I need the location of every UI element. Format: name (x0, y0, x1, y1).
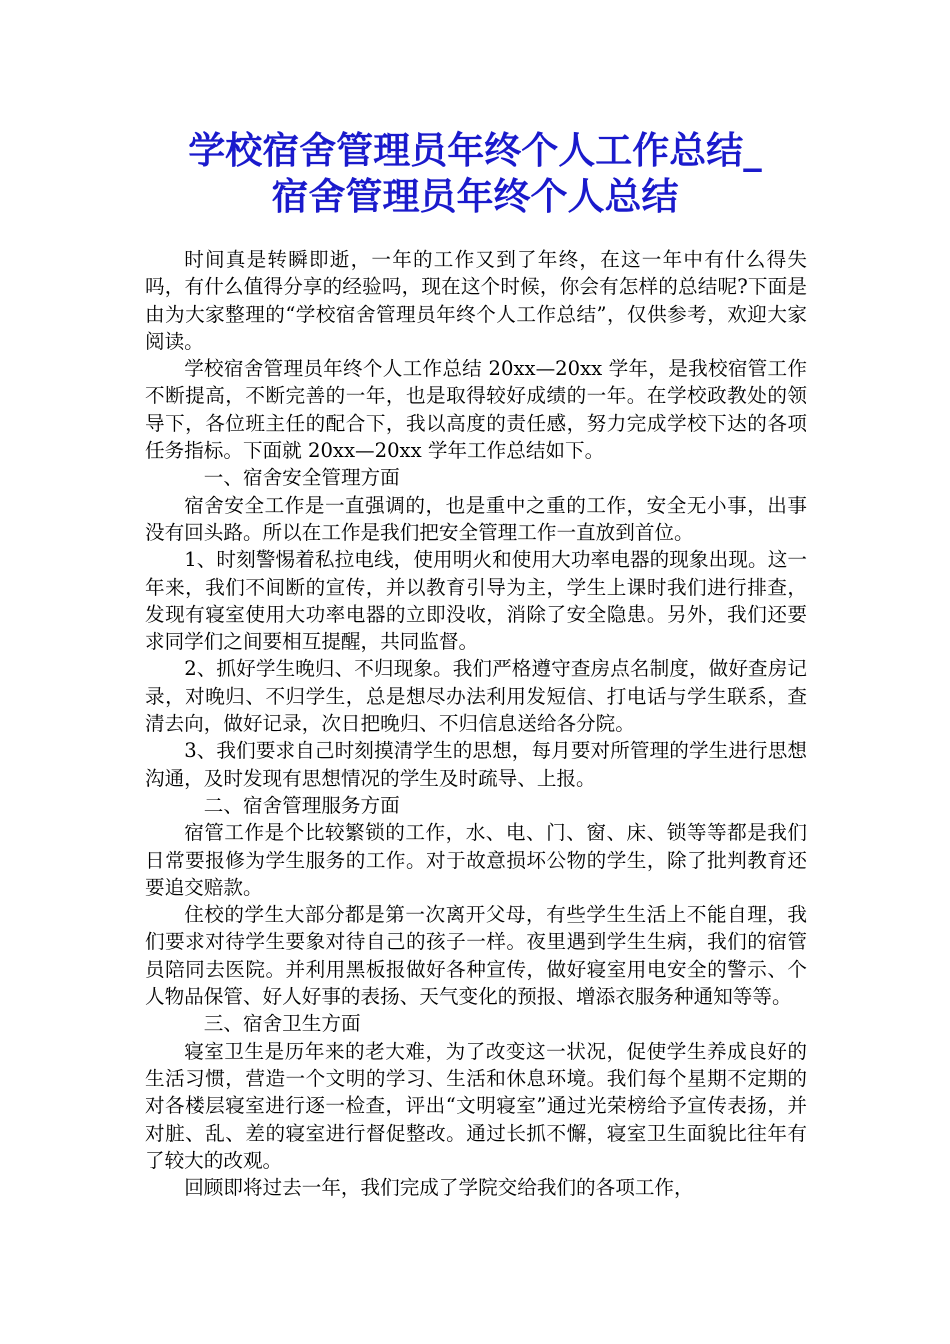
hygiene-paragraph: 寝室卫生是历年来的老大难，为了改变这一状况，促使学生养成良好的生活习惯，营造一个文明的学习、生活和休息环境。我们每个星期不定期的对各楼层寝室进行逐一检查，评出“文明寝室”通过光荣榜给予宣传表扬，并对脏、乱、差的寝室进行督促整改。通过长抓不懈，寝室卫生面貌比往年有了较大的改观。 (145, 1039, 807, 1172)
safety-paragraph: 宿舍安全工作是一直强调的，也是重中之重的工作，安全无小事，出事没有回头路。所以在工作是我们把安全管理工作一直放到首位。 (145, 493, 807, 544)
service-paragraph-2: 住校的学生大部分都是第一次离开父母，有些学生生活上不能自理，我们要求对待学生要象对待自己的孩子一样。夜里遇到学生生病，我们的宿管员陪同去医院。并利用黑板报做好各种宣传，做好寝室用电安全的警示、个人物品保管、好人好事的表扬、天气变化的预报、增添衣服务种通知等等。 (145, 903, 807, 1009)
review-paragraph: 回顾即将过去一年，我们完成了学院交给我们的各项工作， (184, 1176, 694, 1200)
title-line-2: 宿舍管理员年终个人总结 (271, 175, 679, 218)
safety-item-3: 3、我们要求自己时刻摸清学生的思想，每月要对所管理的学生进行思想沟通，及时发现有思想情况的学生及时疏导、上报。 (145, 739, 807, 790)
safety-item-1: 1、时刻警惕着私拉电线，使用明火和使用大功率电器的现象出现。这一年来，我们不间断的宣传，并以教育引导为主，学生上课时我们进行排查，发现有寝室使用大功率电器的立即没收，消除了安全隐患。另外，我们还要求同学们之间要相互提醒，共同监督。 (145, 548, 807, 654)
title-line-1: 学校宿舍管理员年终个人工作总结_ (188, 129, 762, 172)
section-heading-service: 二、宿舍管理服务方面 (203, 793, 400, 817)
document-title (130, 128, 820, 220)
safety-item-2: 2、抓好学生晚归、不归现象。我们严格遵守查房点名制度，做好查房记录，对晚归、不归学生，总是想尽办法利用发短信、打电话与学生联系，查清去向，做好记录，次日把晚归、不归信息送给各分院。 (145, 657, 807, 736)
section-heading-hygiene: 三、宿舍卫生方面 (203, 1012, 361, 1036)
section-heading-safety: 一、宿舍安全管理方面 (203, 466, 400, 490)
summary-paragraph: 学校宿舍管理员年终个人工作总结 20xx—20xx 学年，是我校宿管工作不断提高，不断完善的一年，也是取得较好成绩的一年。在学校政教处的领导下，各位班主任的配合下，我以高度的责任感，努力完成学校下达的各项任务指标。下面就 20xx—20xx 学年工作总结如下。 (145, 357, 807, 463)
service-paragraph-1: 宿管工作是个比较繁锁的工作，水、电、门、窗、床、锁等等都是我们日常要报修为学生服务的工作。对于故意损坏公物的学生，除了批判教育还要追交赔款。 (145, 821, 807, 899)
intro-paragraph: 时间真是转瞬即逝，一年的工作又到了年终，在这一年中有什么得失吗，有什么值得分享的经验吗，现在这个时候，你会有怎样的总结呢?下面是由为大家整理的“学校宿舍管理员年终个人工作总结”，仅供参考，欢迎大家阅读。 (145, 248, 807, 353)
document-body (145, 246, 807, 1201)
